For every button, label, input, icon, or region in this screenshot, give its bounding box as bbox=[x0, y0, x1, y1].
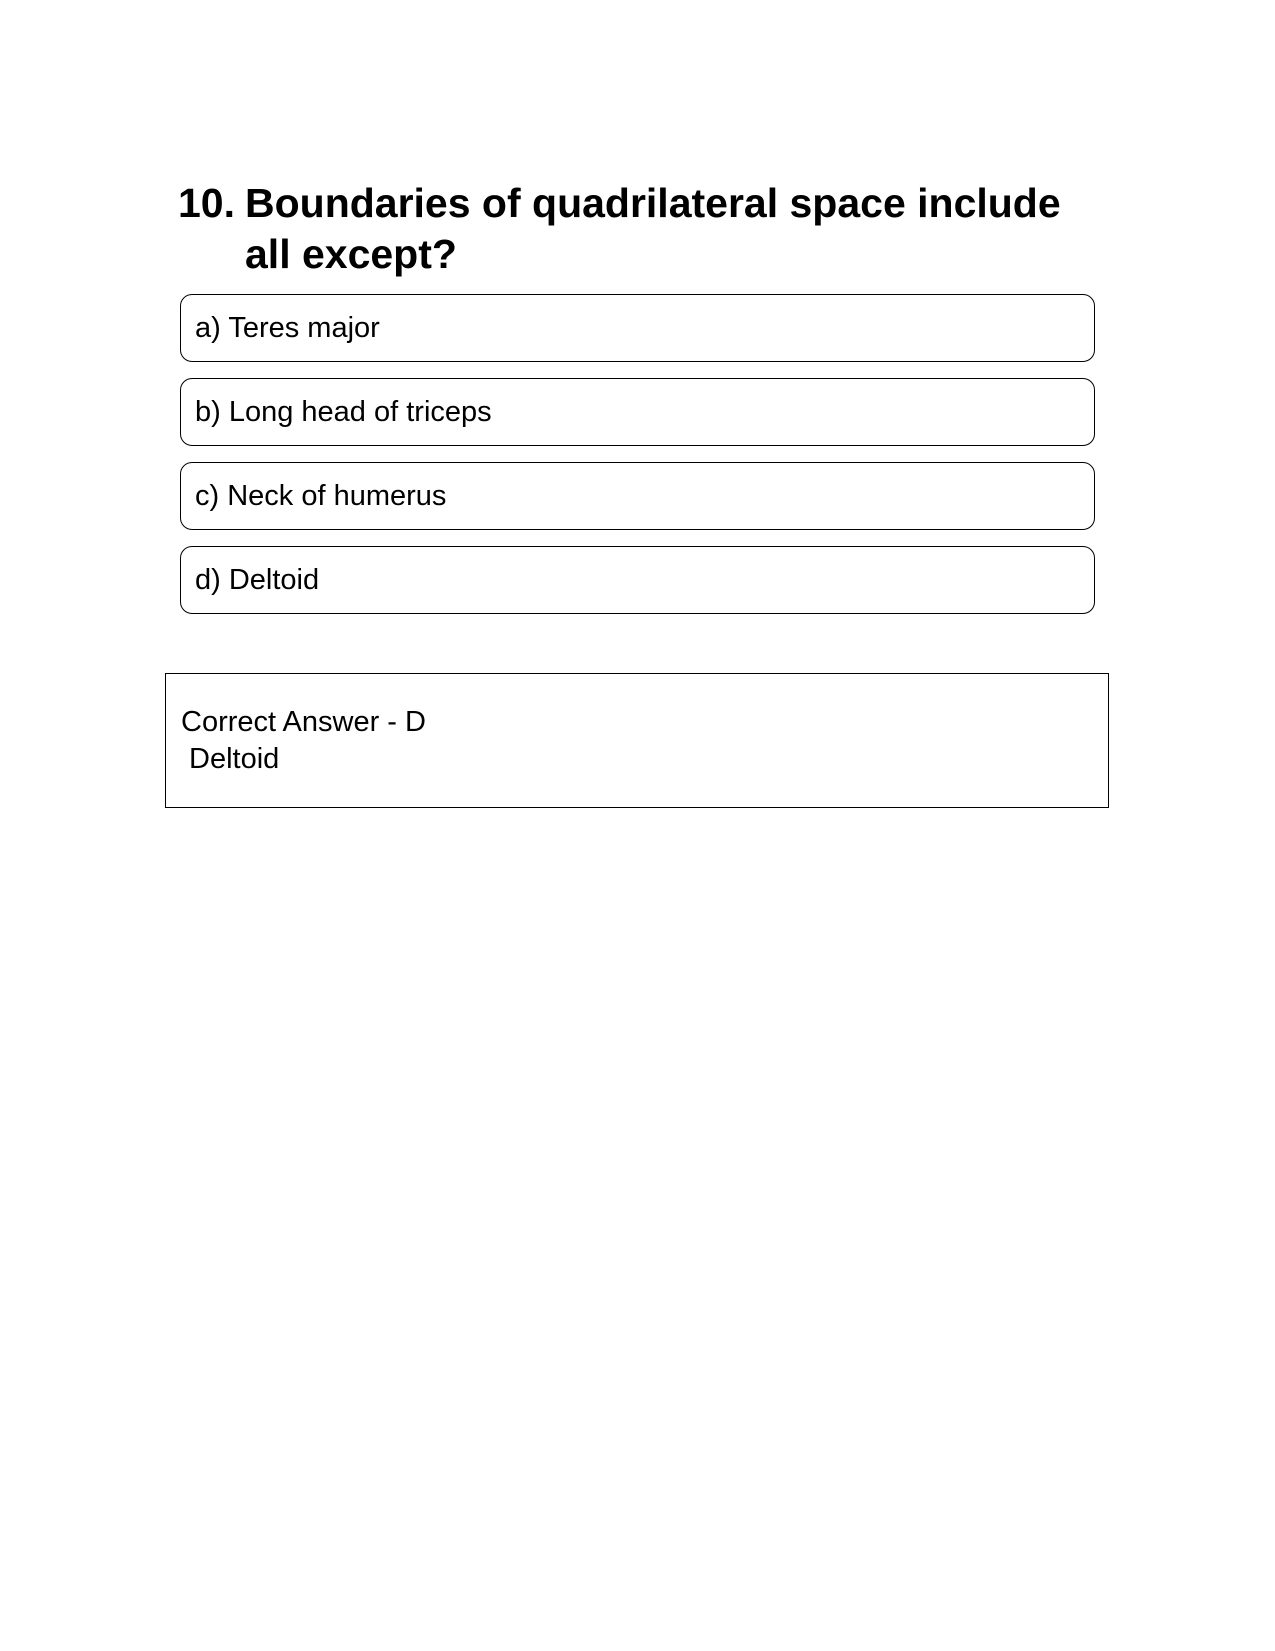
question-text: Boundaries of quadrilateral space include all except? bbox=[245, 180, 1061, 277]
question-heading bbox=[178, 178, 1098, 280]
correct-answer-box bbox=[165, 673, 1109, 808]
correct-answer-detail: Deltoid bbox=[189, 743, 280, 775]
options-list bbox=[180, 294, 1095, 630]
option-label: b) Long head of triceps bbox=[195, 395, 492, 428]
correct-answer-line: Correct Answer - D bbox=[181, 706, 426, 738]
option-label: a) Teres major bbox=[195, 311, 380, 344]
option-label: c) Neck of humerus bbox=[195, 479, 447, 512]
option-b[interactable] bbox=[180, 378, 1095, 446]
option-a[interactable] bbox=[180, 294, 1095, 362]
question-number: 10. bbox=[178, 180, 235, 226]
option-c[interactable] bbox=[180, 462, 1095, 530]
option-label: d) Deltoid bbox=[195, 563, 320, 596]
option-d[interactable] bbox=[180, 546, 1095, 614]
